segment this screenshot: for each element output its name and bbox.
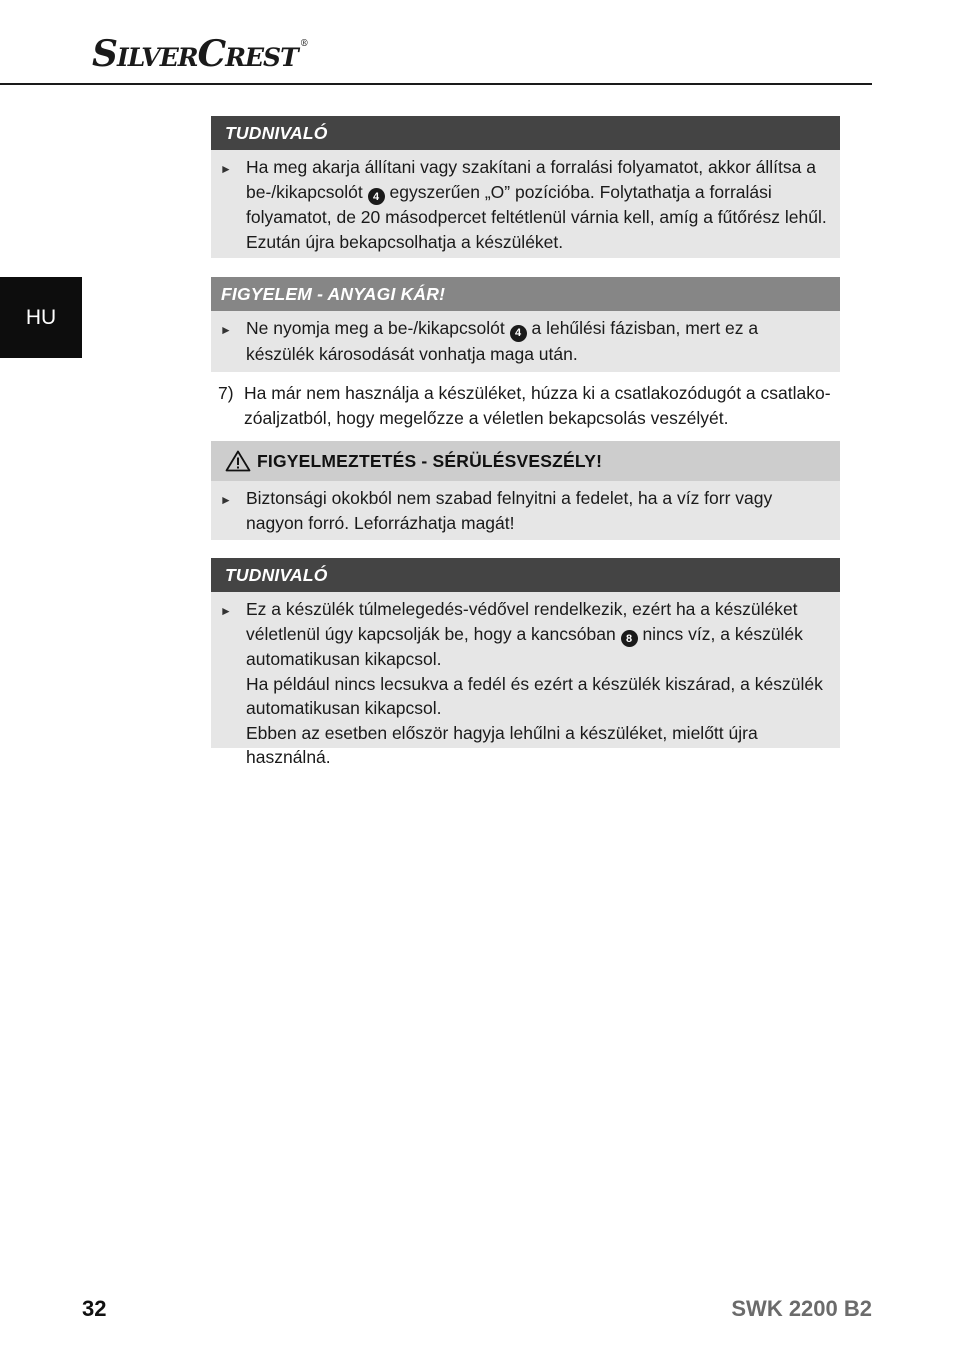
- warning-box-title: FIGYELMEZTETÉS - SÉRÜLÉSVESZÉLY!: [257, 450, 603, 471]
- bullet-arrow-icon: ►: [220, 604, 232, 618]
- note-box-1-title: TUDNIVALÓ: [211, 116, 840, 150]
- note-box-1-body: [211, 150, 840, 260]
- note-box-2-text-part-1: Ez a készülék túlmelegedés-védővel rendelkezik, ezért ha a készüléket véletlenül úgy kapcsolják be, hogy a kancsóban: [246, 599, 798, 644]
- note-box-2-text-4: Ebben az esetben először hagyja lehűlni a készüléket, mielőtt újra használná.: [246, 722, 758, 768]
- caution-text-part-2: a lehűlési fázisban, mert ez a készülék károsodását vonhatja maga után.: [246, 318, 759, 364]
- caution-box-title: FIGYELEM - ANYAGI KÁR!: [211, 277, 840, 311]
- warning-box: [211, 441, 840, 540]
- logo-registered-mark: ®: [299, 39, 308, 49]
- caution-text-part-1: Ne nyomja meg a be-/kikapcsolót: [246, 318, 505, 338]
- page-number: 32: [82, 1296, 107, 1321]
- warning-triangle-icon: [225, 450, 251, 472]
- caution-box: [211, 277, 840, 372]
- note-box-2-text-1: [246, 597, 830, 672]
- caution-box-text: [246, 316, 830, 366]
- note-box-2-text-3: Ha például nincs lecsukva a fedél és ezért a készülék kiszárad, a készülék automatikusan kikapcsol.: [246, 673, 823, 719]
- bullet-arrow-icon: ►: [220, 493, 232, 507]
- note-box-1-text: [246, 155, 830, 254]
- note-box-1-text-part-3: ” pozícióba. Folytathatja a forralási folyamatot, de 20 másodpercet feltétlenül várnia kell, amíg a fűtőrész lehűl. Ezután újra bekapcsolhatja a készüléket.: [246, 181, 827, 252]
- brand-logo: [92, 33, 308, 75]
- part-ref-4-icon: 4: [368, 188, 385, 205]
- bullet-arrow-icon: ►: [220, 162, 232, 176]
- note-box-1: [211, 116, 840, 258]
- warning-box-text: Biztonsági okokból nem szabad felnyitni a fedelet, ha a víz forr vagy nagyon forró. Leforrázhatja magát!: [246, 488, 773, 533]
- note-box-2-title: TUDNIVALÓ: [211, 558, 840, 592]
- warning-box-body: [211, 481, 840, 541]
- step-number: 7): [218, 383, 234, 403]
- warning-box-header: [211, 441, 840, 481]
- step-7: [218, 381, 838, 431]
- logo-letter-s: S: [92, 33, 117, 75]
- logo-rest: REST: [225, 43, 298, 72]
- language-tab: HU: [0, 277, 82, 358]
- note-box-2: [211, 558, 840, 768]
- note-box-1-text-part-1: Ha meg akarja állítani vagy szakítani a forralási folyamatot, akkor állítsa a be-/kikapcsolót: [246, 157, 816, 202]
- logo-ilver: ILVER: [117, 43, 198, 72]
- caution-box-body: [211, 311, 840, 372]
- off-position-symbol: O: [490, 181, 505, 202]
- part-ref-4-icon: 4: [510, 325, 527, 342]
- step-text: Ha már nem használja a készüléket, húzza ki a csatlakozódugót a csatlako-zóaljzatból, hogy megelőzze a véletlen bekapcsolás veszélyét.: [244, 383, 831, 428]
- logo-letter-c: C: [197, 33, 226, 75]
- note-box-2-text-part-2: nincs víz, a készülék automatikusan kikapcsol.: [246, 623, 803, 670]
- note-box-2-body: [211, 592, 840, 776]
- header-rule: [0, 83, 872, 85]
- bullet-arrow-icon: ►: [220, 323, 232, 337]
- part-ref-8-icon: 8: [621, 630, 638, 647]
- note-box-1-text-part-2: egyszerűen „: [389, 181, 491, 202]
- model-name: SWK 2200 B2: [731, 1296, 872, 1321]
